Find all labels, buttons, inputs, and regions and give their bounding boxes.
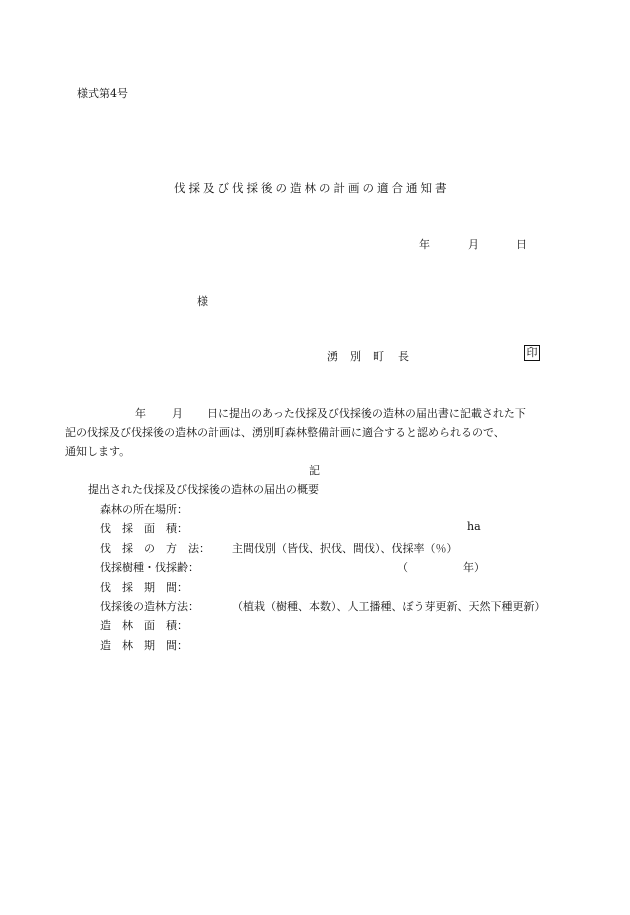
summary-heading: 提出された伐採及び伐採後の造林の届出の概要 [88, 483, 319, 496]
row-label-location: 森林の所在場所： [100, 503, 188, 516]
row-label-reforest-method: 伐採後の造林方法： [100, 600, 199, 613]
form-number: 様式第4号 [77, 87, 128, 100]
row-value-method: 主間伐別（皆伐、択伐、間伐）、伐採率（％） [232, 542, 458, 555]
row-label-area: 伐 採 面 積： [100, 522, 188, 535]
row-label-reforest-area: 造 林 面 積： [100, 619, 188, 632]
body-line-1: 日に提出のあった伐採及び伐採後の造林の届出書に記載された下 [207, 407, 526, 420]
date-month-label: 月 [468, 238, 479, 251]
sender-char-4: 長 [398, 350, 409, 363]
row-label-species-age: 伐採樹種・伐採齢： [100, 561, 199, 574]
row-label-method: 伐 採 の 方 法： [100, 542, 210, 555]
sender-char-3: 町 [373, 350, 384, 363]
date-day-label: 日 [516, 238, 527, 251]
row-label-reforest-period: 造 林 期 間： [100, 639, 188, 652]
body-month-label: 月 [172, 407, 183, 420]
body-year-label: 年 [135, 407, 146, 420]
seal-mark: 印 [524, 345, 540, 361]
row-unit-age: （ 年） [397, 561, 485, 574]
row-unit-ha: ha [467, 520, 481, 533]
document-title: 伐採及び伐採後の造林の計画の適合通知書 [174, 181, 450, 195]
addressee-suffix: 様 [197, 295, 208, 308]
ki-heading: 記 [309, 464, 320, 477]
row-label-period: 伐 採 期 間： [100, 581, 188, 594]
body-line-2: 記の伐採及び伐採後の造林の計画は、湧別町森林整備計画に適合すると認められるので、 [65, 426, 505, 439]
sender-char-2: 別 [350, 350, 361, 363]
body-line-3: 通知します。 [65, 445, 131, 458]
sender-char-1: 湧 [327, 350, 338, 363]
row-value-reforest-method: （植栽（樹種、本数）、人工播種、ぼう芽更新、天然下種更新） [232, 600, 546, 613]
date-year-label: 年 [419, 238, 430, 251]
